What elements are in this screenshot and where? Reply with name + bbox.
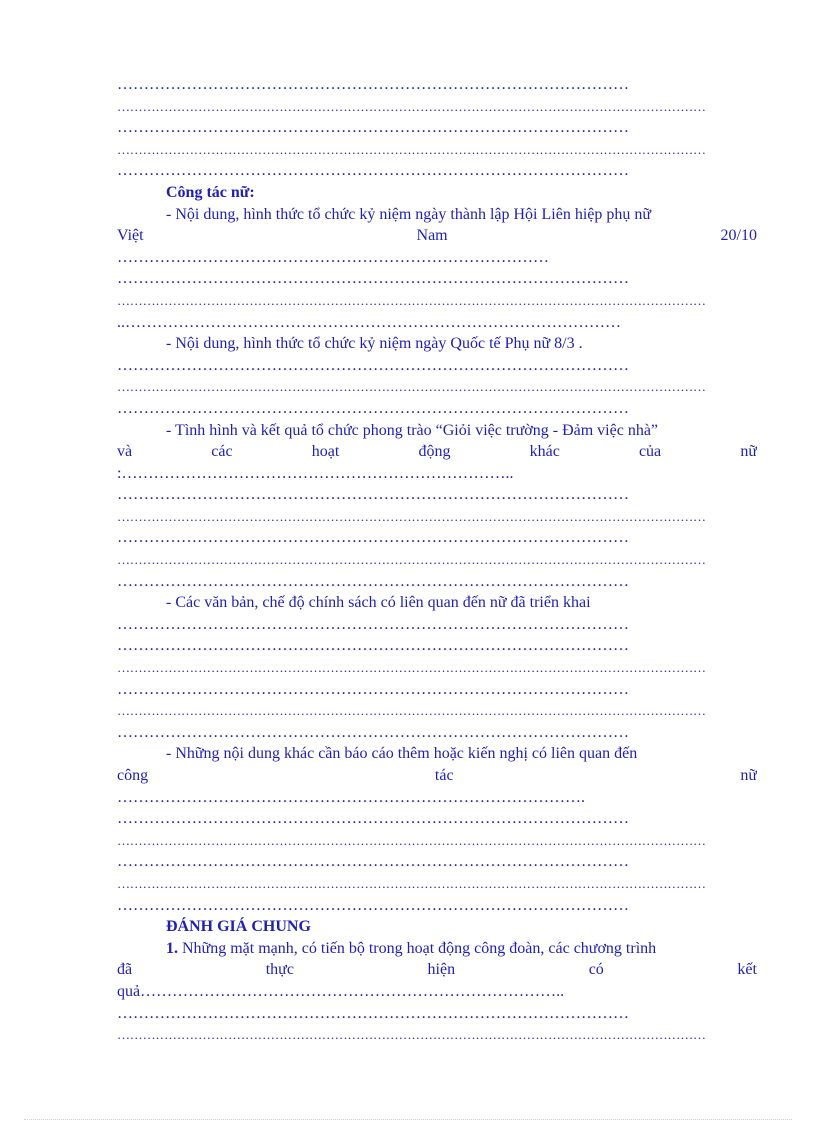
section-heading-general: ĐÁNH GIÁ CHUNG: [166, 918, 311, 936]
item-noi-dung-khac: - Những nội dung khác cần báo cáo thêm hoặc kiến nghị có liên quan đến: [166, 745, 638, 763]
justified-line: [117, 765, 757, 787]
item-hlh-phu-nu: - Nội dung, hình thức tổ chức kỷ niệm ngày thành lập Hội Liên hiệp phụ nữ: [166, 205, 652, 223]
dotted-line: :………………………………………………………………..: [117, 464, 514, 482]
dotted-line: …………………………………………………………………………………………………………………………: [117, 292, 706, 308]
item-text: Những mặt mạnh, có tiến bộ trong hoạt động công đoàn, các chương trình: [178, 939, 657, 957]
word: các: [211, 443, 233, 461]
word: hiện: [427, 961, 456, 979]
dotted-line: …………………………………………………………………………………………………………………………: [117, 832, 706, 848]
dotted-line: ……………………………………………………………………………………: [117, 637, 629, 655]
dotted-line: ……………………………………………………………………………………: [117, 76, 629, 93]
word: có: [588, 961, 604, 979]
item-mat-manh: [117, 938, 757, 960]
dotted-line: ..…………………………………………………………………………………: [117, 313, 621, 331]
dotted-line: quả……………………………………………………………………..: [117, 982, 565, 1000]
page-bottom-border: [24, 1119, 792, 1120]
dotted-line: …………………………………………………………………………………………………………………………: [117, 379, 706, 395]
word: khác: [529, 443, 560, 461]
dotted-line: ……………………………………………………………………………………: [117, 853, 629, 871]
dotted-line: …………………………………………………………………………………………………………………………: [117, 1027, 706, 1043]
dotted-line: ……………………………………………………………………………………: [117, 399, 629, 417]
justified-line: [117, 441, 757, 463]
word: hoạt: [311, 443, 340, 461]
word: nữ: [740, 443, 757, 461]
dotted-line: ……………………………………………………………………………………: [117, 615, 629, 633]
dotted-line: …………………………………………………………………………………………………………………………: [117, 141, 706, 157]
word: kết: [737, 961, 757, 979]
word: công: [117, 767, 149, 784]
item-van-ban: - Các văn bản, chế độ chính sách có liên quan đến nữ đã triển khai: [166, 594, 591, 612]
dotted-line: …………………………………………………………………………….: [117, 788, 585, 806]
dotted-line: ……………………………………………………………………………………: [117, 270, 629, 288]
dotted-line: …………………………………………………………………………………………………………………………: [117, 660, 706, 676]
dotted-line: ……………………………………………………………………………………: [117, 529, 629, 547]
dotted-line: …………………………………………………………………………………………………………………………: [117, 875, 706, 891]
section-heading-women: Công tác nữ:: [166, 183, 255, 201]
word: đã: [117, 961, 133, 979]
dotted-line: …………………………………………………………………………………………………………………………: [117, 98, 706, 114]
dotted-line: ……………………………………………………………………………………: [117, 119, 629, 137]
document-page: [117, 74, 757, 1046]
justified-line: [117, 959, 757, 981]
dotted-line: ……………………………………………………………………………………: [117, 1004, 629, 1022]
dotted-line: ……………………………………………………………………………………: [117, 680, 629, 698]
dotted-line: ……………………………………………………………………………………: [117, 572, 629, 590]
dotted-line: …………………………………………………………………………………………………………………………: [117, 552, 706, 568]
word: của: [638, 443, 662, 461]
word: 20/10: [720, 227, 757, 245]
word: tác: [434, 767, 454, 784]
dotted-line: ……………………………………………………………………………………: [117, 486, 629, 504]
dotted-line: ……………………………………………………………………………………: [117, 162, 629, 180]
item-phong-trao: - Tình hình và kết quả tổ chức phong trào “Giỏi việc trường - Đảm việc nhà”: [166, 421, 659, 439]
dotted-line: ……………………………………………………………………………………: [117, 723, 629, 741]
dotted-line: ……………………………………………………………………………………: [117, 810, 629, 828]
dotted-line: …………………………………………………………………………………………………………………………: [117, 508, 706, 524]
item-number: 1.: [166, 939, 178, 957]
dotted-line: …………………………………………………………………………………………………………………………: [117, 703, 706, 719]
dotted-line: ……………………………………………………………………………………: [117, 356, 629, 374]
dotted-line: ………………………………………………………………………: [117, 248, 549, 266]
word: nữ: [740, 767, 757, 784]
word: động: [418, 443, 451, 461]
item-quoc-te-phu-nu: - Nội dung, hình thức tổ chức kỷ niệm ngày Quốc tế Phụ nữ 8/3 .: [166, 335, 583, 353]
word: thực: [265, 961, 294, 979]
word: Nam: [416, 227, 448, 245]
justified-line: [117, 225, 757, 247]
word: Việt: [117, 227, 144, 245]
word: và: [117, 443, 133, 461]
dotted-line: ……………………………………………………………………………………: [117, 896, 629, 914]
